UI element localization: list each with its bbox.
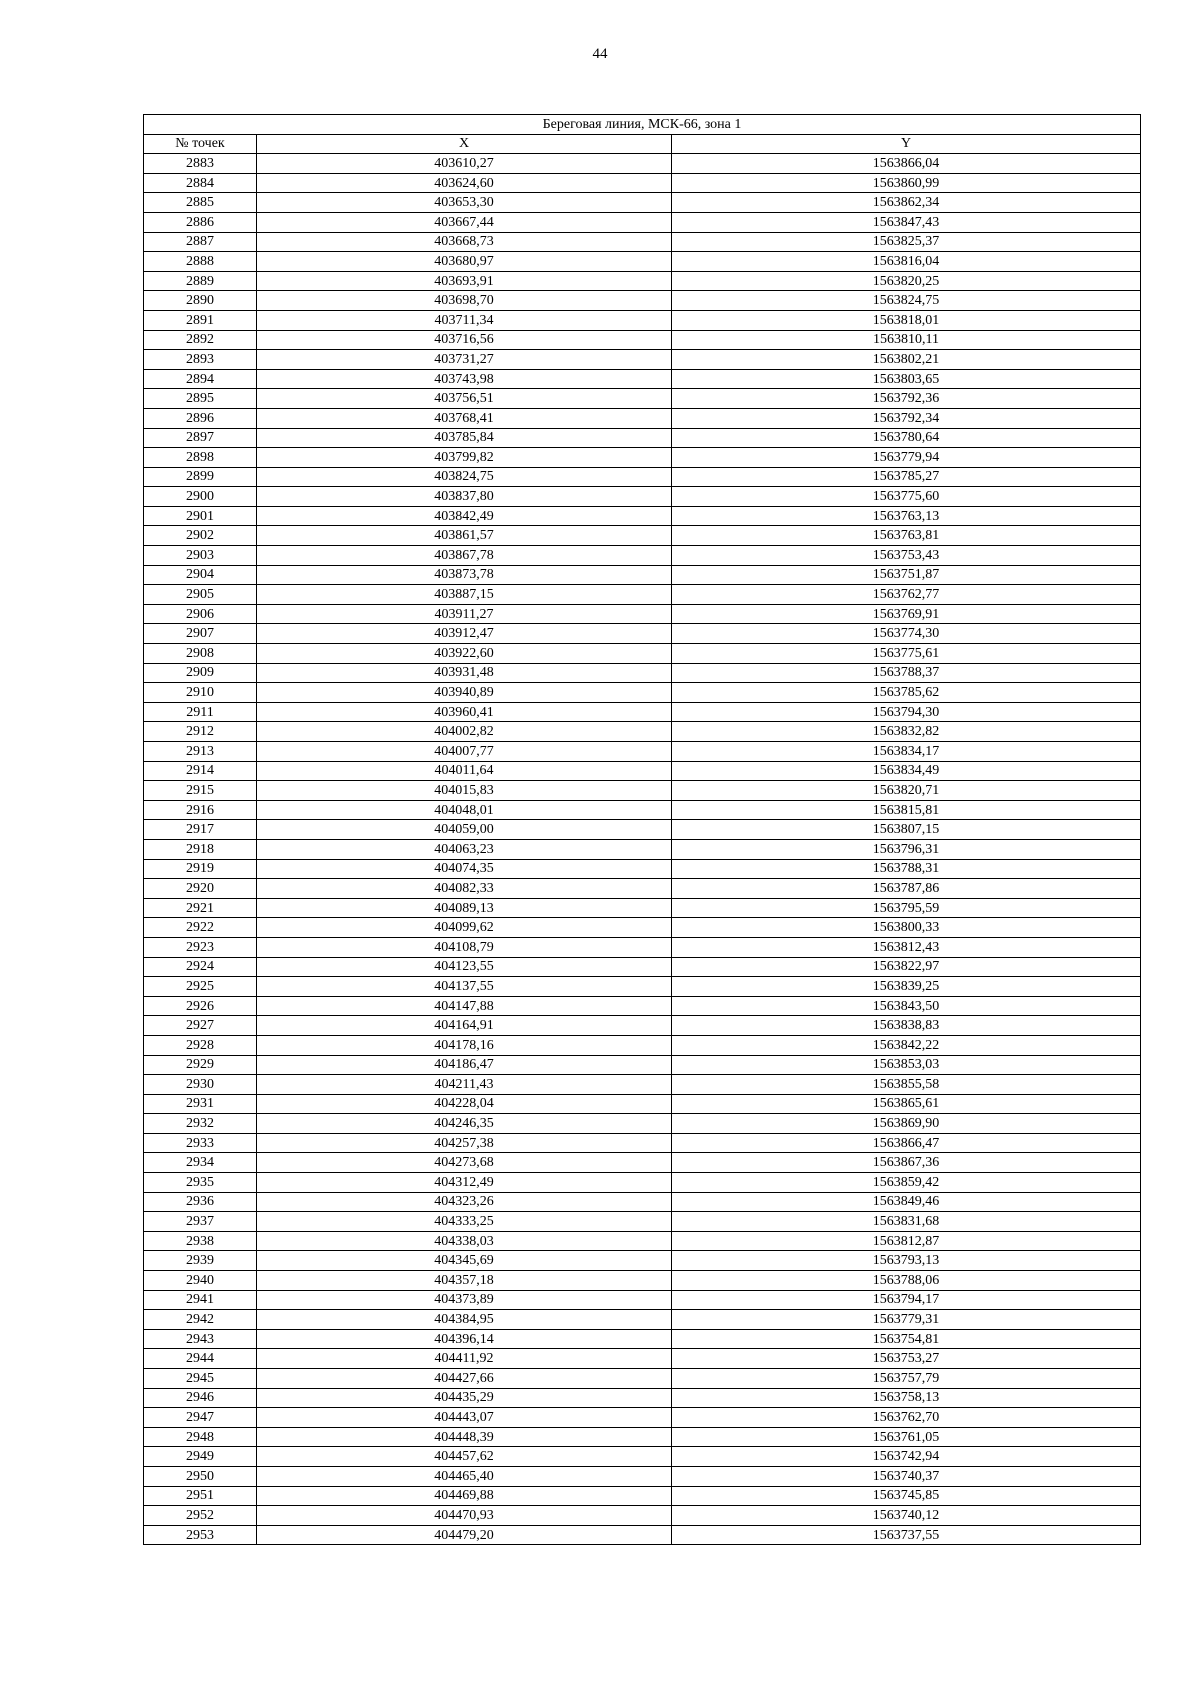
cell-point-number: 2892 <box>144 330 257 350</box>
coordinates-table <box>143 114 1141 1545</box>
cell-x: 403768,41 <box>257 408 672 428</box>
cell-y: 1563774,30 <box>672 624 1141 644</box>
cell-point-number: 2905 <box>144 585 257 605</box>
cell-point-number: 2926 <box>144 996 257 1016</box>
cell-y: 1563812,87 <box>672 1231 1141 1251</box>
cell-y: 1563853,03 <box>672 1055 1141 1075</box>
table-row <box>144 1075 1141 1095</box>
cell-x: 403940,89 <box>257 683 672 703</box>
cell-x: 404427,66 <box>257 1369 672 1389</box>
cell-point-number: 2935 <box>144 1173 257 1193</box>
table-row <box>144 820 1141 840</box>
cell-y: 1563824,75 <box>672 291 1141 311</box>
table-row <box>144 1016 1141 1036</box>
cell-y: 1563796,31 <box>672 839 1141 859</box>
cell-point-number: 2910 <box>144 683 257 703</box>
cell-x: 403698,70 <box>257 291 672 311</box>
table-title-row <box>144 115 1141 135</box>
cell-y: 1563834,49 <box>672 761 1141 781</box>
table-row <box>144 173 1141 193</box>
cell-x: 403653,30 <box>257 193 672 213</box>
cell-y: 1563839,25 <box>672 977 1141 997</box>
cell-x: 403667,44 <box>257 212 672 232</box>
cell-point-number: 2911 <box>144 702 257 722</box>
table-row <box>144 879 1141 899</box>
cell-y: 1563859,42 <box>672 1173 1141 1193</box>
table-row <box>144 428 1141 448</box>
cell-point-number: 2940 <box>144 1271 257 1291</box>
cell-point-number: 2922 <box>144 918 257 938</box>
cell-point-number: 2936 <box>144 1192 257 1212</box>
cell-x: 403680,97 <box>257 252 672 272</box>
table-row <box>144 546 1141 566</box>
table-row <box>144 1388 1141 1408</box>
cell-point-number: 2902 <box>144 526 257 546</box>
cell-y: 1563769,91 <box>672 604 1141 624</box>
cell-point-number: 2919 <box>144 859 257 879</box>
cell-x: 403693,91 <box>257 271 672 291</box>
cell-x: 404333,25 <box>257 1212 672 1232</box>
table-row <box>144 1329 1141 1349</box>
cell-y: 1563740,12 <box>672 1506 1141 1526</box>
table-row <box>144 408 1141 428</box>
cell-x: 403711,34 <box>257 310 672 330</box>
cell-point-number: 2942 <box>144 1310 257 1330</box>
cell-y: 1563818,01 <box>672 310 1141 330</box>
cell-point-number: 2927 <box>144 1016 257 1036</box>
cell-point-number: 2937 <box>144 1212 257 1232</box>
cell-y: 1563745,85 <box>672 1486 1141 1506</box>
cell-x: 404345,69 <box>257 1251 672 1271</box>
cell-x: 404137,55 <box>257 977 672 997</box>
table-row <box>144 1290 1141 1310</box>
table-row <box>144 1349 1141 1369</box>
cell-x: 404435,29 <box>257 1388 672 1408</box>
cell-point-number: 2889 <box>144 271 257 291</box>
cell-y: 1563792,34 <box>672 408 1141 428</box>
cell-point-number: 2893 <box>144 350 257 370</box>
cell-x: 403911,27 <box>257 604 672 624</box>
table-row <box>144 800 1141 820</box>
cell-y: 1563820,71 <box>672 781 1141 801</box>
cell-point-number: 2899 <box>144 467 257 487</box>
cell-y: 1563779,94 <box>672 448 1141 468</box>
table-row <box>144 565 1141 585</box>
table-row <box>144 702 1141 722</box>
cell-y: 1563810,11 <box>672 330 1141 350</box>
cell-y: 1563788,31 <box>672 859 1141 879</box>
cell-y: 1563807,15 <box>672 820 1141 840</box>
cell-y: 1563815,81 <box>672 800 1141 820</box>
table-row <box>144 1114 1141 1134</box>
cell-x: 403861,57 <box>257 526 672 546</box>
table-row <box>144 722 1141 742</box>
cell-x: 404312,49 <box>257 1173 672 1193</box>
cell-y: 1563867,36 <box>672 1153 1141 1173</box>
cell-y: 1563742,94 <box>672 1447 1141 1467</box>
cell-y: 1563832,82 <box>672 722 1141 742</box>
cell-point-number: 2906 <box>144 604 257 624</box>
table-row <box>144 1094 1141 1114</box>
cell-x: 404384,95 <box>257 1310 672 1330</box>
cell-y: 1563785,62 <box>672 683 1141 703</box>
cell-point-number: 2950 <box>144 1466 257 1486</box>
cell-x: 404108,79 <box>257 937 672 957</box>
cell-y: 1563869,90 <box>672 1114 1141 1134</box>
column-header-point-number: № точек <box>144 134 257 154</box>
cell-x: 404273,68 <box>257 1153 672 1173</box>
cell-y: 1563802,21 <box>672 350 1141 370</box>
table-row <box>144 1212 1141 1232</box>
cell-x: 404089,13 <box>257 898 672 918</box>
cell-y: 1563843,50 <box>672 996 1141 1016</box>
table-row <box>144 350 1141 370</box>
cell-point-number: 2891 <box>144 310 257 330</box>
cell-x: 404470,93 <box>257 1506 672 1526</box>
cell-x: 404357,18 <box>257 1271 672 1291</box>
cell-point-number: 2932 <box>144 1114 257 1134</box>
cell-y: 1563820,25 <box>672 271 1141 291</box>
cell-y: 1563753,43 <box>672 546 1141 566</box>
table-row <box>144 937 1141 957</box>
cell-point-number: 2951 <box>144 1486 257 1506</box>
cell-y: 1563763,81 <box>672 526 1141 546</box>
cell-x: 403887,15 <box>257 585 672 605</box>
cell-x: 404443,07 <box>257 1408 672 1428</box>
cell-y: 1563855,58 <box>672 1075 1141 1095</box>
cell-y: 1563803,65 <box>672 369 1141 389</box>
cell-point-number: 2900 <box>144 487 257 507</box>
cell-y: 1563812,43 <box>672 937 1141 957</box>
cell-x: 403912,47 <box>257 624 672 644</box>
cell-x: 404338,03 <box>257 1231 672 1251</box>
cell-point-number: 2907 <box>144 624 257 644</box>
cell-y: 1563794,17 <box>672 1290 1141 1310</box>
cell-point-number: 2920 <box>144 879 257 899</box>
table-row <box>144 1231 1141 1251</box>
table-row <box>144 193 1141 213</box>
cell-point-number: 2948 <box>144 1427 257 1447</box>
cell-point-number: 2896 <box>144 408 257 428</box>
cell-y: 1563860,99 <box>672 173 1141 193</box>
table-row <box>144 1506 1141 1526</box>
table-row <box>144 742 1141 762</box>
cell-point-number: 2885 <box>144 193 257 213</box>
cell-point-number: 2928 <box>144 1035 257 1055</box>
table-header-row <box>144 134 1141 154</box>
table-row <box>144 898 1141 918</box>
cell-point-number: 2952 <box>144 1506 257 1526</box>
table-row <box>144 957 1141 977</box>
cell-y: 1563775,61 <box>672 644 1141 664</box>
cell-y: 1563825,37 <box>672 232 1141 252</box>
column-header-y: Y <box>672 134 1141 154</box>
table-row <box>144 761 1141 781</box>
cell-x: 404257,38 <box>257 1133 672 1153</box>
cell-x: 403716,56 <box>257 330 672 350</box>
table-row <box>144 369 1141 389</box>
cell-x: 404186,47 <box>257 1055 672 1075</box>
cell-point-number: 2903 <box>144 546 257 566</box>
cell-x: 404147,88 <box>257 996 672 1016</box>
table-row <box>144 683 1141 703</box>
table-row <box>144 1369 1141 1389</box>
cell-x: 403867,78 <box>257 546 672 566</box>
table-row <box>144 859 1141 879</box>
table-row <box>144 977 1141 997</box>
cell-point-number: 2887 <box>144 232 257 252</box>
cell-x: 404123,55 <box>257 957 672 977</box>
table-row <box>144 448 1141 468</box>
table-row <box>144 506 1141 526</box>
table-row <box>144 996 1141 1016</box>
table-row <box>144 232 1141 252</box>
cell-point-number: 2933 <box>144 1133 257 1153</box>
cell-point-number: 2944 <box>144 1349 257 1369</box>
cell-x: 404059,00 <box>257 820 672 840</box>
cell-x: 404164,91 <box>257 1016 672 1036</box>
cell-x: 404396,14 <box>257 1329 672 1349</box>
cell-y: 1563762,77 <box>672 585 1141 605</box>
cell-point-number: 2904 <box>144 565 257 585</box>
cell-x: 404246,35 <box>257 1114 672 1134</box>
cell-point-number: 2949 <box>144 1447 257 1467</box>
table-row <box>144 154 1141 174</box>
cell-y: 1563800,33 <box>672 918 1141 938</box>
table-row <box>144 1486 1141 1506</box>
cell-y: 1563795,59 <box>672 898 1141 918</box>
cell-x: 403624,60 <box>257 173 672 193</box>
cell-x: 403743,98 <box>257 369 672 389</box>
cell-x: 404323,26 <box>257 1192 672 1212</box>
table-row <box>144 918 1141 938</box>
cell-x: 404457,62 <box>257 1447 672 1467</box>
cell-point-number: 2924 <box>144 957 257 977</box>
table-row <box>144 252 1141 272</box>
cell-point-number: 2930 <box>144 1075 257 1095</box>
cell-y: 1563866,47 <box>672 1133 1141 1153</box>
cell-point-number: 2946 <box>144 1388 257 1408</box>
cell-point-number: 2953 <box>144 1525 257 1545</box>
cell-x: 404099,62 <box>257 918 672 938</box>
cell-x: 404002,82 <box>257 722 672 742</box>
cell-x: 403824,75 <box>257 467 672 487</box>
cell-y: 1563775,60 <box>672 487 1141 507</box>
table-row <box>144 781 1141 801</box>
cell-x: 404063,23 <box>257 839 672 859</box>
cell-point-number: 2909 <box>144 663 257 683</box>
table-row <box>144 271 1141 291</box>
cell-point-number: 2917 <box>144 820 257 840</box>
cell-point-number: 2943 <box>144 1329 257 1349</box>
cell-y: 1563787,86 <box>672 879 1141 899</box>
table-row <box>144 291 1141 311</box>
cell-point-number: 2886 <box>144 212 257 232</box>
cell-y: 1563834,17 <box>672 742 1141 762</box>
cell-y: 1563762,70 <box>672 1408 1141 1428</box>
cell-x: 404373,89 <box>257 1290 672 1310</box>
cell-point-number: 2925 <box>144 977 257 997</box>
cell-y: 1563753,27 <box>672 1349 1141 1369</box>
cell-y: 1563847,43 <box>672 212 1141 232</box>
cell-x: 403668,73 <box>257 232 672 252</box>
cell-y: 1563754,81 <box>672 1329 1141 1349</box>
cell-point-number: 2894 <box>144 369 257 389</box>
cell-x: 403610,27 <box>257 154 672 174</box>
cell-x: 404479,20 <box>257 1525 672 1545</box>
cell-x: 403799,82 <box>257 448 672 468</box>
cell-y: 1563794,30 <box>672 702 1141 722</box>
cell-point-number: 2918 <box>144 839 257 859</box>
cell-x: 404011,64 <box>257 761 672 781</box>
cell-x: 404082,33 <box>257 879 672 899</box>
cell-y: 1563763,13 <box>672 506 1141 526</box>
cell-y: 1563838,83 <box>672 1016 1141 1036</box>
cell-y: 1563780,64 <box>672 428 1141 448</box>
cell-point-number: 2915 <box>144 781 257 801</box>
cell-x: 404469,88 <box>257 1486 672 1506</box>
cell-x: 404411,92 <box>257 1349 672 1369</box>
cell-point-number: 2938 <box>144 1231 257 1251</box>
cell-y: 1563866,04 <box>672 154 1141 174</box>
cell-point-number: 2931 <box>144 1094 257 1114</box>
table-row <box>144 1173 1141 1193</box>
cell-y: 1563758,13 <box>672 1388 1141 1408</box>
table-body <box>144 154 1141 1545</box>
cell-x: 403842,49 <box>257 506 672 526</box>
cell-x: 404015,83 <box>257 781 672 801</box>
cell-y: 1563740,37 <box>672 1466 1141 1486</box>
cell-y: 1563757,79 <box>672 1369 1141 1389</box>
cell-y: 1563865,61 <box>672 1094 1141 1114</box>
cell-y: 1563831,68 <box>672 1212 1141 1232</box>
table-row <box>144 604 1141 624</box>
cell-y: 1563788,06 <box>672 1271 1141 1291</box>
cell-point-number: 2890 <box>144 291 257 311</box>
table-row <box>144 1192 1141 1212</box>
cell-point-number: 2898 <box>144 448 257 468</box>
table-row <box>144 330 1141 350</box>
cell-x: 403837,80 <box>257 487 672 507</box>
cell-x: 403785,84 <box>257 428 672 448</box>
cell-point-number: 2914 <box>144 761 257 781</box>
table-row <box>144 644 1141 664</box>
cell-x: 404178,16 <box>257 1035 672 1055</box>
cell-point-number: 2901 <box>144 506 257 526</box>
cell-y: 1563761,05 <box>672 1427 1141 1447</box>
cell-point-number: 2929 <box>144 1055 257 1075</box>
page-number: 44 <box>592 46 608 62</box>
table-row <box>144 1153 1141 1173</box>
cell-x: 404465,40 <box>257 1466 672 1486</box>
cell-x: 403960,41 <box>257 702 672 722</box>
table-row <box>144 1055 1141 1075</box>
cell-y: 1563849,46 <box>672 1192 1141 1212</box>
table-row <box>144 1447 1141 1467</box>
table-row <box>144 467 1141 487</box>
cell-point-number: 2947 <box>144 1408 257 1428</box>
cell-point-number: 2883 <box>144 154 257 174</box>
table-row <box>144 1133 1141 1153</box>
cell-point-number: 2941 <box>144 1290 257 1310</box>
cell-x: 403873,78 <box>257 565 672 585</box>
cell-point-number: 2913 <box>144 742 257 762</box>
table-row <box>144 1525 1141 1545</box>
cell-point-number: 2912 <box>144 722 257 742</box>
cell-x: 404228,04 <box>257 1094 672 1114</box>
cell-x: 403931,48 <box>257 663 672 683</box>
table-row <box>144 839 1141 859</box>
table-row <box>144 212 1141 232</box>
table-row <box>144 487 1141 507</box>
cell-x: 403922,60 <box>257 644 672 664</box>
cell-x: 404074,35 <box>257 859 672 879</box>
table-row <box>144 389 1141 409</box>
cell-point-number: 2916 <box>144 800 257 820</box>
cell-point-number: 2934 <box>144 1153 257 1173</box>
cell-y: 1563816,04 <box>672 252 1141 272</box>
table-row <box>144 1271 1141 1291</box>
cell-point-number: 2908 <box>144 644 257 664</box>
cell-x: 403756,51 <box>257 389 672 409</box>
table-row <box>144 526 1141 546</box>
cell-point-number: 2884 <box>144 173 257 193</box>
cell-point-number: 2945 <box>144 1369 257 1389</box>
cell-y: 1563779,31 <box>672 1310 1141 1330</box>
table-row <box>144 310 1141 330</box>
table-row <box>144 1035 1141 1055</box>
table-row <box>144 1466 1141 1486</box>
cell-x: 404448,39 <box>257 1427 672 1447</box>
table-row <box>144 663 1141 683</box>
table-row <box>144 1310 1141 1330</box>
cell-x: 404211,43 <box>257 1075 672 1095</box>
column-header-x: X <box>257 134 672 154</box>
cell-y: 1563793,13 <box>672 1251 1141 1271</box>
cell-point-number: 2923 <box>144 937 257 957</box>
cell-x: 403731,27 <box>257 350 672 370</box>
cell-y: 1563788,37 <box>672 663 1141 683</box>
table-row <box>144 1408 1141 1428</box>
cell-y: 1563785,27 <box>672 467 1141 487</box>
cell-y: 1563792,36 <box>672 389 1141 409</box>
cell-y: 1563862,34 <box>672 193 1141 213</box>
cell-y: 1563737,55 <box>672 1525 1141 1545</box>
cell-y: 1563822,97 <box>672 957 1141 977</box>
table-row <box>144 1251 1141 1271</box>
cell-point-number: 2897 <box>144 428 257 448</box>
cell-x: 404007,77 <box>257 742 672 762</box>
table-row <box>144 624 1141 644</box>
table-row <box>144 585 1141 605</box>
cell-y: 1563751,87 <box>672 565 1141 585</box>
cell-point-number: 2939 <box>144 1251 257 1271</box>
table-row <box>144 1427 1141 1447</box>
cell-point-number: 2888 <box>144 252 257 272</box>
table-title: Береговая линия, МСК-66, зона 1 <box>144 115 1141 135</box>
cell-x: 404048,01 <box>257 800 672 820</box>
cell-y: 1563842,22 <box>672 1035 1141 1055</box>
cell-point-number: 2921 <box>144 898 257 918</box>
cell-point-number: 2895 <box>144 389 257 409</box>
